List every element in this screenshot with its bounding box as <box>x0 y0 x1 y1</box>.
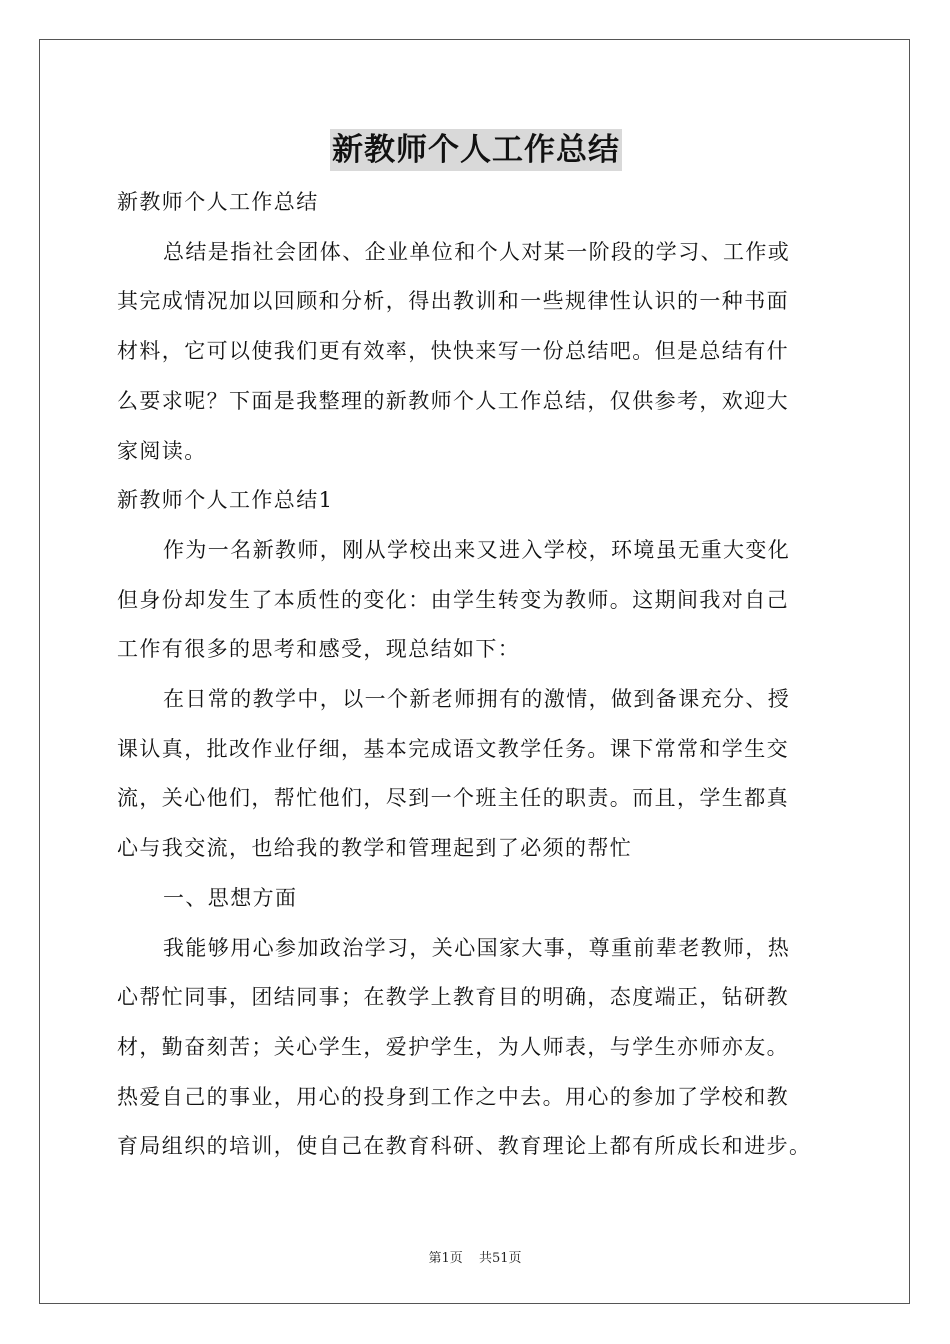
page-number-total: 共51页 <box>478 1251 522 1266</box>
section-heading: 新教师个人工作总结1 <box>117 488 334 513</box>
paragraph-line: 热爱自己的事业，用心的投身到工作之中去。用心的参加了学校和教 <box>117 1084 789 1109</box>
intro-line: 家阅读。 <box>117 438 207 463</box>
subheading: 一、思想方面 <box>163 885 298 910</box>
paragraph-line: 心帮忙同事，团结同事；在教学上教育目的明确，态度端正，钻研教 <box>117 985 789 1010</box>
intro-line: 么要求呢？下面是我整理的新教师个人工作总结，仅供参考，欢迎大 <box>117 388 789 413</box>
paragraph-line: 作为一名新教师，刚从学校出来又进入学校，环境虽无重大变化 <box>163 537 791 562</box>
paragraph-line: 但身份却发生了本质性的变化：由学生转变为教师。这期间我对自己 <box>117 587 789 612</box>
intro-line: 其完成情况加以回顾和分析，得出教训和一些规律性认识的一种书面 <box>117 289 789 314</box>
paragraph-line: 材，勤奋刻苦；关心学生，爱护学生，为人师表，与学生亦师亦友。 <box>117 1034 789 1059</box>
paragraph-line: 我能够用心参加政治学习，关心国家大事，尊重前辈老教师，热 <box>163 935 791 960</box>
paragraph-line: 工作有很多的思考和感受，现总结如下： <box>117 637 521 662</box>
document-title <box>117 124 835 174</box>
intro-paragraph <box>117 228 835 477</box>
paragraph-line: 心与我交流，也给我的教学和管理起到了必须的帮忙 <box>117 836 633 861</box>
paragraph-line: 流，关心他们，帮忙他们，尽到一个班主任的职责。而且，学生都真 <box>117 786 789 811</box>
intro-line: 材料，它可以使我们更有效率，快快来写一份总结吧。但是总结有什 <box>117 339 789 364</box>
document-subtitle: 新教师个人工作总结 <box>117 190 319 214</box>
page-number-current: 第1页 <box>428 1251 463 1266</box>
paragraph-3 <box>117 924 835 1173</box>
paragraph-line: 育局组织的培训，使自己在教育科研、教育理论上都有所成长和进步。 <box>117 1134 812 1159</box>
paragraph-2 <box>117 675 835 874</box>
intro-line: 总结是指社会团体、企业单位和个人对某一阶段的学习、工作或 <box>163 239 791 264</box>
paragraph-line: 在日常的教学中，以一个新老师拥有的激情，做到备课充分、授 <box>163 687 791 712</box>
paragraph-1 <box>117 526 835 675</box>
document-body <box>117 124 835 1172</box>
page-footer <box>0 1247 950 1266</box>
paragraph-line: 课认真，批改作业仔细，基本完成语文教学任务。课下常常和学生交 <box>117 736 789 761</box>
document-title-text: 新教师个人工作总结 <box>330 129 622 171</box>
